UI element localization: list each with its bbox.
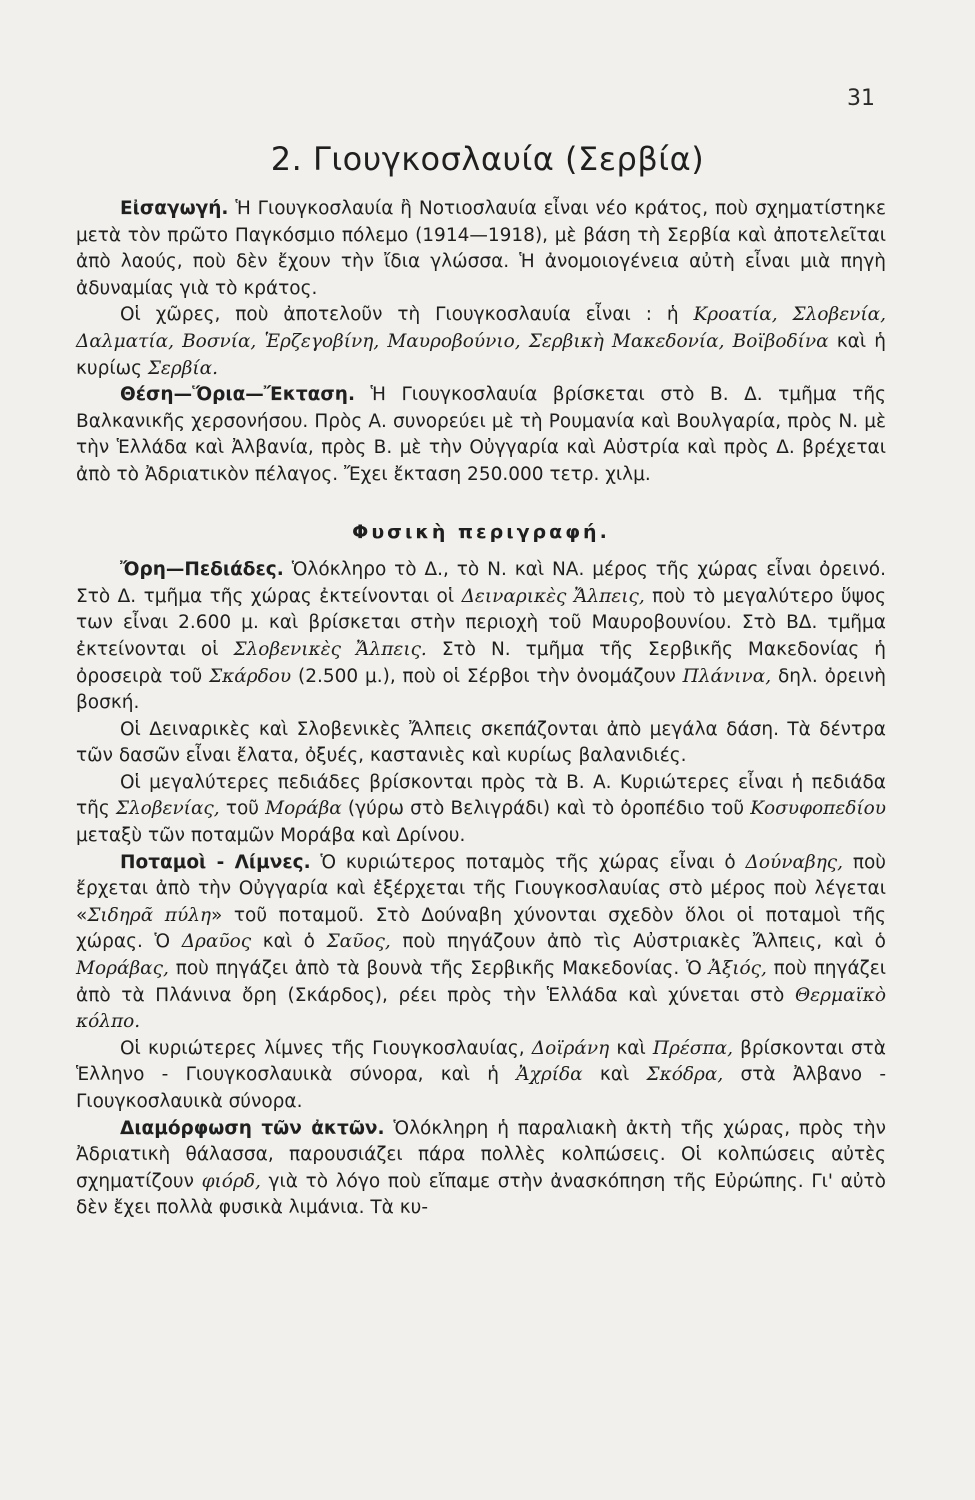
position-paragraph	[76, 382, 886, 488]
intro-heading: Εἰσαγωγή.	[120, 198, 229, 219]
moravas-name: Μοράβας,	[76, 958, 169, 980]
position-text: Ἡ Γιουγκοσλαυία βρίσκεται στὸ Β. Δ. τμῆμα τῆς Βαλκανικῆς χερσονήσου. Πρὸς Α. συνορεύει μὲ τὴ Ρουμανία καὶ Βουλγαρία, πρὸς Ν. μὲ τὴν Ἑλλάδα καὶ Ἀλβανία, πρὸς Β. μὲ τὴν Οὐγγαρία καὶ Αὐστρία καὶ πρὸς Δ. βρέχεται ἀπὸ τὸ Ἀδριατικὸν πέλαγος. Ἔχει ἔκταση 250.000 τετρ. χιλμ.	[76, 384, 886, 485]
iron-gate-name: Σιδηρᾶ πύλη	[87, 904, 212, 926]
plains-text-c: (γύρω στὸ Βελιγράδι) καὶ τὸ ὀροπέδιο τοῦ	[341, 798, 751, 820]
axios-name: Ἀξιός,	[708, 958, 767, 980]
regions-text-b: καὶ ἡ κυρίως	[76, 330, 886, 379]
body-text	[76, 196, 886, 1222]
fjord-word: φιόρδ,	[201, 1170, 261, 1192]
plains-text-b: τοῦ	[219, 798, 266, 820]
mountains-text-4: (2.500 μ.), ποὺ οἱ Σέρβοι τὴν ὀνομάζουν	[291, 665, 683, 687]
plains-paragraph	[76, 770, 886, 850]
lakes-text-b: καὶ	[609, 1037, 653, 1059]
plains-text-a: Οἱ μεγαλύτερες πεδιάδες βρίσκονται πρὸς τὰ Β. Α. Κυριώτερες εἶναι ἡ πεδιάδα τῆς	[76, 771, 886, 820]
page-number: 31	[847, 86, 875, 111]
rivers-text-6: ποὺ πηγάζει ἀπὸ τὰ βουνὰ τῆς Σερβικῆς Μακεδονίας. Ὁ	[168, 958, 709, 980]
rivers-text-5: ποὺ πηγάζουν ἀπὸ τὶς Αὐστριακὲς Ἄλπεις, καὶ ὁ	[390, 931, 886, 953]
drava-name: Δραῦος	[181, 931, 252, 953]
dinaric-alps: Δειναρικὲς Ἄλπεις,	[461, 585, 645, 607]
morava-name: Μοράβα	[265, 798, 342, 820]
skardos-name: Σκάρδου	[209, 665, 292, 687]
doirani-name: Δοϊράνη	[531, 1037, 610, 1059]
planina-name: Πλάνινα,	[682, 665, 772, 687]
serbia-name: Σερβία.	[147, 357, 219, 379]
kosovo-name: Κοσυφοπεδίου	[750, 798, 886, 820]
mountains-text-5: δηλ. ὀρεινὴ βοσκή.	[76, 665, 886, 714]
section-subtitle: Φυσικὴ περιγραφή.	[352, 520, 610, 543]
coast-text-1: Ὁλόκληρη ἡ παραλιακὴ ἀκτὴ τῆς χώρας, πρὸς τὴν Ἀδριατικὴ θάλασσα, παρουσιάζει πάρα πολλὲς κολπώσεις. Οἱ κολπώσεις αὐτὲς σχηματίζουν	[76, 1117, 886, 1192]
rivers-text-1: Ὁ κυριώτερος ποταμὸς τῆς χώρας εἶναι ὁ	[310, 851, 746, 873]
lakes-text-c: βρίσκονται στὰ Ἑλληνο - Γιουγκοσλαυικὰ σύνορα, καὶ ἡ	[76, 1037, 887, 1086]
rivers-text-7: ποὺ πηγάζει ἀπὸ τὰ Πλάνινα ὄρη (Σκάρδος), ρέει πρὸς τὴν Ἑλλάδα καὶ χύνεται στὸ	[76, 958, 886, 1006]
mountains-paragraph	[76, 557, 886, 717]
rivers-heading: Ποταμοὶ - Λίμνες.	[120, 851, 311, 873]
ohrid-name: Ἀχρίδα	[516, 1064, 583, 1086]
rivers-paragraph	[76, 850, 886, 1036]
slovene-alps: Σλοβενικὲς Ἄλπεις.	[233, 638, 427, 660]
coast-text-2: γιὰ τὸ λόγο ποὺ εἴπαμε στὴν ἀνασκόπηση τῆς Εὐρώπης. Γι' αὐτὸ δὲν ἔχει πολλὰ φυσικὰ λιμάνια. Τὰ κυ-	[76, 1170, 886, 1219]
mountains-heading: Ὄρη—Πεδιάδες.	[120, 559, 284, 581]
thermaic-name: Θερμαϊκὸ κόλπο.	[76, 984, 886, 1033]
regions-list: Κροατία, Σλοβενία, Δαλματία, Βοσνία, Ἑρζεγοβίνη, Μαυροβούνιο, Σερβικὴ Μακεδονία, Βοϊβοδίνα	[76, 304, 886, 352]
regions-text-a: Οἱ χῶρες, ποὺ ἀποτελοῦν τὴ Γιουγκοσλαυία εἶναι : ἡ	[120, 304, 694, 326]
rivers-text-3: » τοῦ ποταμοῦ. Στὸ Δούναβη χύνονται σχεδὸν ὅλοι οἱ ποταμοὶ τῆς χώρας. Ὁ	[76, 904, 886, 953]
coast-paragraph	[76, 1116, 886, 1222]
forests-paragraph: Οἱ Δειναρικὲς καὶ Σλοβενικὲς Ἄλπεις σκεπάζονται ἀπὸ μεγάλα δάση. Τὰ δέντρα τῶν δασῶν εἶναι ἔλατα, ὀξυές, καστανιὲς καὶ κυρίως βαλανιδιές.	[76, 718, 886, 767]
intro-paragraph	[76, 196, 886, 302]
mountains-text-1: Ὁλόκληρο τὸ Δ., τὸ Ν. καὶ ΝΑ. μέρος τῆς χώρας εἶναι ὀρεινό. Στὸ Δ. τμῆμα τῆς χώρας ἐκτείνονται οἱ	[76, 559, 886, 607]
lakes-text-a: Οἱ κυριώτερες λίμνες τῆς Γιουγκοσλαυίας,	[120, 1037, 532, 1059]
position-heading: Θέση—Ὅρια—Ἔκταση.	[120, 384, 355, 406]
prespa-name: Πρέσπα,	[652, 1037, 733, 1059]
danube-name: Δούναβης,	[745, 851, 844, 873]
plains-text-d: μεταξὺ τῶν ποταμῶν Μοράβα καὶ Δρίνου.	[76, 825, 466, 847]
rivers-text-2: ποὺ ἔρχεται ἀπὸ τὴν Οὐγγαρία καὶ ἐξέρχεται τῆς Γιουγκοσλαυίας στὸ μέρος ποὺ λέγεται «	[76, 851, 886, 926]
rivers-text-4: καὶ ὁ	[251, 931, 327, 953]
lakes-text-d: καὶ	[582, 1064, 647, 1086]
chapter-title: 2. Γιουγκοσλαυία (Σερβία)	[270, 140, 705, 178]
slovenia-name: Σλοβενίας,	[115, 798, 220, 820]
lakes-text-e: στὰ Ἀλβανο - Γιουγκοσλαυικὰ σύνορα.	[76, 1064, 887, 1112]
mountains-text-2: ποὺ τὸ μεγαλύτερο ὕψος των εἶναι 2.600 μ. καὶ βρίσκεται στὴν περιοχὴ τοῦ Μαυροβουνίου. Στὸ ΒΔ. τμῆμα ἐκτείνονται οἱ	[76, 585, 886, 660]
regions-paragraph	[76, 302, 886, 382]
lakes-paragraph	[76, 1036, 886, 1116]
coast-heading: Διαμόρφωση τῶν ἀκτῶν.	[120, 1117, 385, 1139]
sava-name: Σαῦος,	[326, 931, 391, 953]
intro-text: Ἡ Γιουγκοσλαυία ἢ Νοτιοσλαυία εἶναι νέο κράτος, ποὺ σχηματίστηκε μετὰ τὸν πρῶτο Παγκόσμιο πόλεμο (1914—1918), μὲ βάση τὴ Σερβία καὶ ἀποτελεῖται ἀπὸ λαούς, ποὺ δὲν ἔχουν τὴν ἴδια γλώσσα. Ἡ ἀνομοιογένεια αὐτὴ εἶναι μιὰ πηγὴ ἀδυναμίας γιὰ τὸ κράτος.	[76, 198, 886, 299]
skodra-name: Σκόδρα,	[646, 1064, 724, 1086]
mountains-text-3: Στὸ Ν. τμῆμα τῆς Σερβικῆς Μακεδονίας ἡ ὀροσειρὰ τοῦ	[76, 638, 886, 687]
